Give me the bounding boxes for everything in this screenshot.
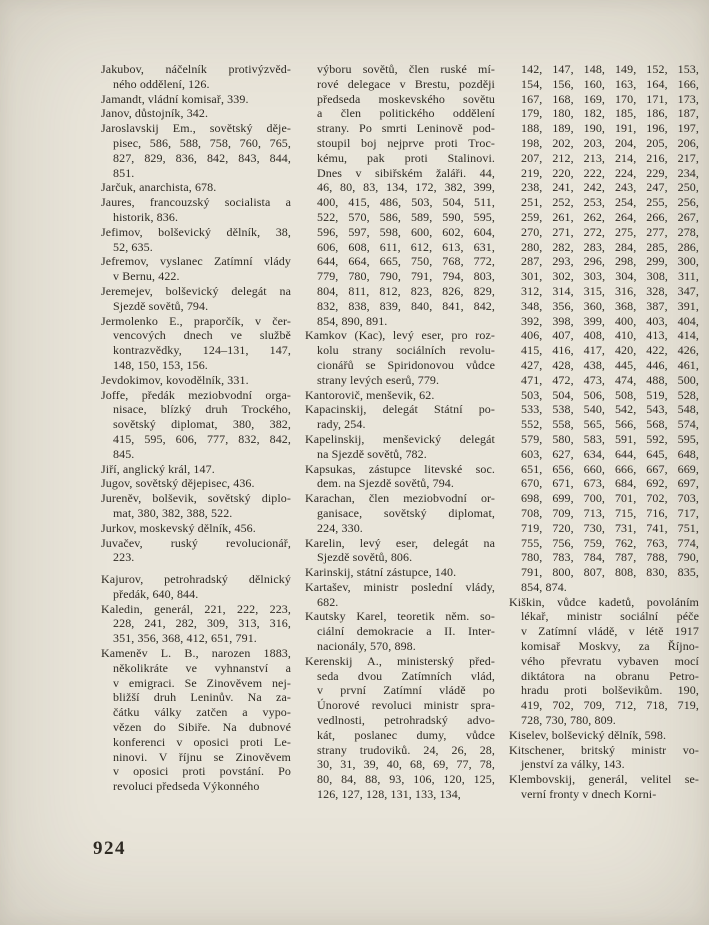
index-line: 179, 180, 182, 185, 186, 187, (521, 106, 699, 121)
index-line: vencových dnech ve službě (113, 328, 291, 343)
index-entry (101, 388, 291, 462)
index-line: ganisace, sovětský diplomat, (317, 505, 495, 520)
index-line: Joffe, předák meziobvodní orga- (101, 387, 291, 402)
index-line: 471, 472, 473, 474, 488, 500, (521, 372, 699, 387)
index-line: ciální demokracie a II. Inter- (317, 624, 495, 639)
index-entry (305, 432, 495, 462)
index-line: čátku války zatčen a vypo- (113, 705, 291, 720)
index-line: 854, 890, 891. (317, 313, 388, 328)
index-line: ného oddělení, 126. (113, 76, 210, 91)
index-line: Kiselev, bolševický dělník, 598. (509, 727, 667, 742)
index-line: Jureněv, bolševik, sovětský diplo- (101, 491, 291, 506)
index-line: Jefremov, vyslanec Zatímní vlády (101, 254, 291, 269)
index-line: vedlnosti, petrohradský advo- (317, 713, 495, 728)
index-line: v emigraci. Se Zinověvem nej- (113, 675, 291, 690)
index-line: 755, 756, 759, 762, 763, 774, (521, 535, 699, 550)
index-line: bližší druh Leninův. Na za- (113, 690, 291, 705)
index-line: v oposici proti povstání. Po (113, 764, 291, 779)
index-line: 142, 147, 148, 149, 152, 153, (521, 62, 699, 76)
index-line: 851. (113, 165, 135, 180)
index-entry (101, 491, 291, 521)
index-line: 270, 271, 272, 275, 277, 278, (521, 224, 699, 239)
index-line: 708, 709, 713, 715, 716, 717, (521, 505, 699, 520)
index-line: 552, 558, 565, 566, 568, 574, (521, 417, 699, 432)
index-entry (101, 476, 291, 491)
index-line: nacionály, 570, 898. (317, 639, 416, 654)
index-line: historik, 836. (113, 209, 179, 224)
index-line: 780, 783, 784, 787, 788, 790, (521, 550, 699, 565)
index-line: 827, 829, 836, 842, 843, 844, (113, 150, 291, 165)
index-line: komisař Moskvy, za Říjno- (521, 639, 699, 654)
index-line: 392, 398, 399, 400, 403, 404, (521, 313, 699, 328)
index-entry (101, 373, 291, 388)
index-entry (509, 772, 699, 802)
index-entry-continuation (509, 62, 699, 595)
index-line: 682. (317, 594, 339, 609)
index-line: Jermolenko E., praporčík, v čer- (101, 313, 291, 328)
index-line: Jeremejev, bolševický delegát na (101, 283, 291, 298)
index-line: Kajurov, petrohradský dělnický (101, 572, 291, 587)
index-line: 522, 570, 586, 589, 590, 595, (317, 209, 495, 224)
index-line: 224, 330. (317, 520, 363, 535)
index-line: Jaures, francouzský socialista a (101, 195, 291, 210)
index-line: 603, 627, 634, 644, 645, 648, (521, 446, 699, 461)
index-line: mat, 380, 382, 388, 522. (113, 505, 233, 520)
index-line: seda dvou Zatímních vlád, (317, 668, 495, 683)
index-line: 351, 356, 368, 412, 651, 791. (113, 631, 257, 646)
index-line: 503, 504, 506, 508, 519, 528, (521, 387, 699, 402)
index-column-3 (509, 62, 699, 802)
index-line: 427, 428, 438, 445, 446, 461, (521, 357, 699, 372)
index-line: 238, 241, 242, 243, 247, 250, (521, 180, 699, 195)
index-entry (101, 536, 291, 566)
index-line: kát, poslanec dumy, vůdce (317, 727, 495, 742)
index-line: nisace, blízký druh Trockého, (113, 402, 291, 417)
index-line: 606, 608, 611, 612, 613, 631, (317, 239, 495, 254)
index-line: 644, 664, 665, 750, 768, 772, (317, 254, 495, 269)
index-line: pisec, 586, 588, 758, 760, 765, (113, 135, 291, 150)
index-line: Jugov, sovětský dějepisec, 436. (101, 476, 255, 491)
index-line: Janov, důstojník, 342. (101, 106, 209, 121)
index-entry (305, 328, 495, 387)
index-entry (305, 654, 495, 802)
index-line: 52, 635. (113, 239, 153, 254)
index-line: Jevdokimov, kovodělník, 331. (101, 372, 249, 387)
index-entry (305, 402, 495, 432)
index-entry (101, 314, 291, 373)
index-column-1 (101, 62, 291, 802)
index-line: Kaledin, generál, 221, 222, 223, (101, 601, 291, 616)
index-columns (101, 62, 699, 802)
index-line: Kartašev, ministr poslední vlády, (305, 579, 495, 594)
index-line: 419, 702, 709, 712, 718, 719, (521, 698, 699, 713)
index-entry (101, 284, 291, 314)
index-line: předák, 640, 844. (113, 586, 199, 601)
index-line: 251, 252, 253, 254, 255, 256, (521, 195, 699, 210)
index-entry (305, 462, 495, 492)
index-line: předseda moskevského sovětu (317, 91, 495, 106)
index-line: cionářů se Spiridonovou vůdce (317, 357, 495, 372)
index-line: 259, 261, 262, 264, 266, 267, (521, 209, 699, 224)
index-line: kolu strany sociálních revolu- (317, 343, 495, 358)
index-line: 126, 127, 128, 131, 133, 134, (317, 787, 461, 802)
index-line: Únorové revoluci ministr spra- (317, 698, 495, 713)
index-entry (101, 602, 291, 646)
index-line: Jiří, anglický král, 147. (101, 461, 215, 476)
index-line: Jarčuk, anarchista, 678. (101, 180, 217, 195)
index-line: 348, 356, 360, 368, 387, 391, (521, 298, 699, 313)
index-line: 223. (113, 550, 135, 565)
index-line: 804, 811, 812, 823, 826, 829, (317, 283, 495, 298)
index-entry (101, 62, 291, 92)
index-line: 406, 407, 408, 410, 413, 414, (521, 328, 699, 343)
index-line: Juvačev, ruský revolucionář, (101, 535, 291, 550)
index-line: Sjezdě sovětů, 794. (113, 298, 209, 313)
index-entry (305, 388, 495, 403)
index-line: 415, 416, 417, 420, 422, 426, (521, 343, 699, 358)
index-line: Jefimov, bolševický dělník, 38, (101, 224, 291, 239)
index-line: 46, 80, 83, 134, 172, 382, 399, (317, 180, 495, 195)
index-line: 280, 282, 283, 284, 285, 286, (521, 239, 699, 254)
index-entry (101, 121, 291, 180)
index-line: Jurkov, moskevský dělník, 456. (101, 520, 256, 535)
index-column-2 (305, 62, 495, 802)
index-line: Kiškin, vůdce kadetů, povoláním (509, 594, 699, 609)
index-line: 400, 415, 486, 503, 504, 511, (317, 195, 495, 210)
index-line: 719, 720, 730, 731, 741, 751, (521, 520, 699, 535)
index-line: 670, 671, 673, 684, 692, 697, (521, 476, 699, 491)
index-entry (101, 462, 291, 477)
index-line: strany. Po smrti Leninově pod- (317, 121, 495, 136)
index-line: 415, 595, 606, 777, 832, 842, (113, 431, 291, 446)
index-entry (101, 195, 291, 225)
index-line: diktátora na obranu Petro- (521, 668, 699, 683)
index-line: 207, 212, 213, 214, 216, 217, (521, 150, 699, 165)
index-line: 651, 656, 660, 666, 667, 669, (521, 461, 699, 476)
index-line: 80, 84, 88, 93, 106, 120, 125, (317, 772, 495, 787)
index-line: 832, 838, 839, 840, 841, 842, (317, 298, 495, 313)
index-entry (509, 743, 699, 773)
index-line: sovětský diplomat, 380, 382, (113, 417, 291, 432)
index-line: na Sjezdě sovětů, 782. (317, 446, 427, 461)
index-line: 198, 202, 203, 204, 205, 206, (521, 135, 699, 150)
index-line: 301, 302, 303, 304, 308, 311, (521, 269, 699, 284)
index-entry (101, 521, 291, 536)
index-line: 188, 189, 190, 191, 196, 197, (521, 121, 699, 136)
index-line: 287, 293, 296, 298, 299, 300, (521, 254, 699, 269)
index-line: Kautsky Karel, teoretik něm. so- (305, 609, 495, 624)
index-line: výboru sovětů, člen ruské mí- (317, 62, 495, 76)
index-line: Kapelinskij, menševický delegát (305, 431, 495, 446)
index-line: Jamandt, vládní komisař, 339. (101, 91, 249, 106)
index-line: 779, 780, 790, 791, 794, 803, (317, 269, 495, 284)
index-entry-continuation (305, 62, 495, 328)
index-entry (305, 580, 495, 610)
index-line: Karachan, člen meziobvodní or- (305, 491, 495, 506)
index-line: Kerenskij A., ministerský před- (305, 653, 495, 668)
index-line: 698, 699, 700, 701, 702, 703, (521, 491, 699, 506)
index-line: kontrazvědky, 124–131, 147, (113, 343, 291, 358)
index-entry (101, 254, 291, 284)
index-line: Jakubov, náčelník protivýzvěd- (101, 62, 291, 76)
index-line: v Bernu, 422. (113, 269, 180, 284)
page-number: 924 (93, 838, 126, 859)
index-entry (101, 572, 291, 602)
index-line: Kantorovič, menševik, 62. (305, 387, 435, 402)
index-line: 154, 156, 160, 163, 164, 166, (521, 76, 699, 91)
index-line: rady, 254. (317, 417, 366, 432)
index-entry (101, 106, 291, 121)
index-line: Karelin, levý eser, delegát na (305, 535, 495, 550)
index-line: několikráte ve vyhnanství a (113, 660, 291, 675)
index-line: ninovi. V říjnu se Zinověvem (113, 749, 291, 764)
index-line: a člen politického oddělení (317, 106, 495, 121)
index-line: kému, pak proti Stalinovi. (317, 150, 495, 165)
index-line: 596, 597, 598, 600, 602, 604, (317, 224, 495, 239)
index-line: Sjezdě sovětů, 806. (317, 550, 413, 565)
index-entry (101, 225, 291, 255)
index-line: v Zatímní vládě, v létě 1917 (521, 624, 699, 639)
index-line: 728, 730, 780, 809. (521, 713, 616, 728)
index-line: Jaroslavskij Em., sovětský děje- (101, 121, 291, 136)
index-line: lékař, ministr sociální péče (521, 609, 699, 624)
index-line: verní fronty v dnech Korni- (521, 787, 657, 802)
index-line: strany trudoviků. 24, 26, 28, (317, 742, 495, 757)
index-line: stoupil boj nejprve proti Troc- (317, 135, 495, 150)
index-line: 579, 580, 583, 591, 592, 595, (521, 431, 699, 446)
index-entry (101, 92, 291, 107)
index-line: Kameněv L. B., narozen 1883, (101, 646, 291, 661)
index-line: v první Zatímní vládě po (317, 683, 495, 698)
index-line: hradu proti bolševikům. 190, (521, 683, 699, 698)
index-line: rové delegace v Brestu, později (317, 76, 495, 91)
index-entry (305, 491, 495, 535)
index-line: 791, 800, 807, 808, 830, 835, (521, 565, 699, 580)
index-entry (509, 728, 699, 743)
index-entry (305, 565, 495, 580)
index-line: jenství za války, 143. (521, 757, 625, 772)
index-line: Kapsukas, zástupce litevské soc. (305, 461, 495, 476)
index-line: vého převratu vybaven mocí (521, 653, 699, 668)
index-line: 854, 874. (521, 579, 567, 594)
index-line: Dnes v sibiřském žaláři. 44, (317, 165, 495, 180)
index-line: 228, 241, 282, 309, 313, 316, (113, 616, 291, 631)
index-line: 533, 538, 540, 542, 543, 548, (521, 402, 699, 417)
index-line: Karinskij, státní zástupce, 140. (305, 565, 457, 580)
index-entry (509, 595, 699, 728)
index-line: konferenci v oposici proti Le- (113, 734, 291, 749)
index-entry (101, 180, 291, 195)
index-entry (305, 536, 495, 566)
index-line: 845. (113, 446, 135, 461)
index-line: Kamkov (Kac), levý eser, pro roz- (305, 328, 495, 343)
index-line: 148, 150, 153, 156. (113, 357, 208, 372)
index-line: revoluci předseda Výkonného (113, 779, 260, 794)
index-line: Kapacinskij, delegát Státní po- (305, 402, 495, 417)
index-line: vězen do Sibiře. Na dubnové (113, 720, 291, 735)
index-line: 167, 168, 169, 170, 171, 173, (521, 91, 699, 106)
index-line: dem. na Sjezdě sovětů, 794. (317, 476, 455, 491)
index-entry (101, 646, 291, 794)
index-line: Kitschener, britský ministr vo- (509, 742, 699, 757)
index-line: 312, 314, 315, 316, 328, 347, (521, 283, 699, 298)
index-line: 219, 220, 222, 224, 229, 234, (521, 165, 699, 180)
index-line: strany levých eserů, 779. (317, 372, 440, 387)
index-line: Klembovskij, generál, velitel se- (509, 772, 699, 787)
index-entry (305, 609, 495, 653)
index-line: 30, 31, 39, 40, 68, 69, 77, 78, (317, 757, 495, 772)
